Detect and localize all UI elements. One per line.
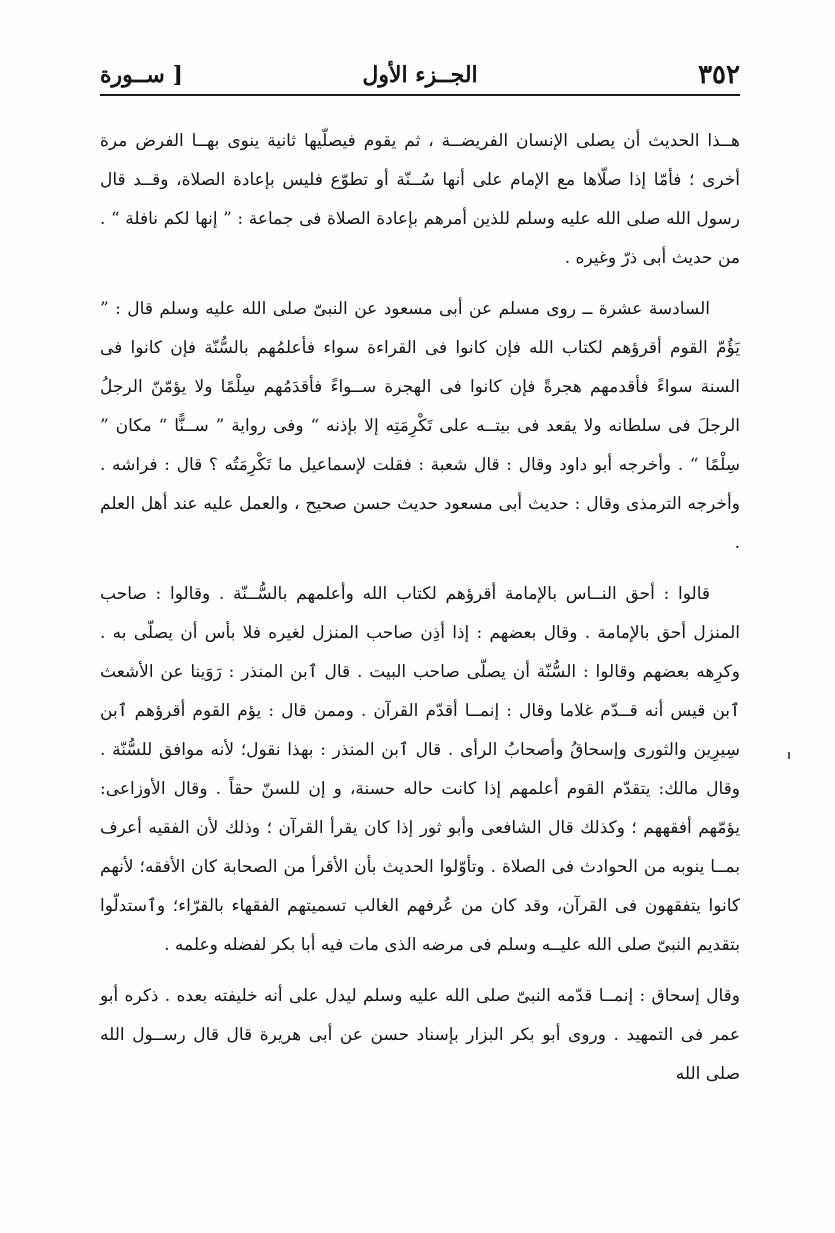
part-title: الجــزء الأول	[362, 62, 478, 88]
header-rule	[100, 94, 740, 96]
surah-label: [ ســورة	[100, 62, 183, 88]
page-number: ٣٥٢	[698, 60, 740, 90]
margin-mark	[788, 752, 790, 759]
paragraph-ishaq: وقال إسحاق : إنمــا قدّمه النبىّ صلى الله عليه وسلم ليدل على أنه خليفته بعده . ذكره أبو عمر فى التمهيد . وروى أبو بكر البزار بإسناد حسن عن أبى هريرة قال قال رســول الله صلى الله	[100, 986, 740, 1084]
paragraph-sixteenth: السادسة عشرة ــ روى مسلم عن أبى مسعود عن النبىّ صلى الله عليه وسلم قال : ” يَؤُمّ القوم أقرؤهم لكتاب الله فإن كانوا فى القراءة سواء فأعلمُهم بالسُّنّة فإن كانوا فى السنة سواءً فأقدمهم هجرةً فإن كانوا فى الهجرة ســواءً فأقدَمُهم سِلْمًا ولا يؤمّنّ الرجلُ الرجلَ فى سلطانه ولا يقعد فى بيتــه على تَكْرِمَتِه إلا بإذنه “ وفى رواية ” ســنًّا “ مكان ” سِلْمًا “ . وأخرجه أبو داود وقال : قال شعبة : فقلت لإسماعيل ما تَكْرِمَتُه ؟ قال : فراشه . وأخرجه الترمذى وقال : حديث أبى مسعود حديث حسن صحيح ، والعمل عليه عند أهل العلم .	[100, 299, 740, 553]
paragraph-intro: هــذا الحديث أن يصلى الإنسان الفريضــة ، ثم يقوم فيصلّيها ثانية ينوى بهــا الفرض مرة أخرى ؛ فأمّا إذا صلّاها مع الإمام على أنها سُــنّة أو تطوّع فليس بإعادة الصلاة، وقــد قال رسول الله صلى الله عليه وسلم للذين أمرهم بإعادة الصلاة فى جماعة : ” إنها لكم نافلة “ . من حديث أبى ذرّ وغيره .	[100, 131, 740, 268]
paragraph-imamate: قالوا : أحق النــاس بالإمامة أقرؤهم لكتاب الله وأعلمهم بالسُّــنّة . وقالوا : صاحب المنزل أحق بالإمامة . وقال بعضهم : إذا أذِن صاحب المنزل لغيره فلا بأس أن يصلّى به . وكرِهه بعضهم وقالوا : السُّنّة أن يصلّى صاحب البيت . قال ٱبن المنذر : رَوَينا عن الأشعث ٱبن قيس أنه قــدّم غلاما وقال : إنمــا أقدّم القرآن . وممن قال : يؤم القوم أقرؤهم ٱبن سِيرِين والثورى وإسحاقُ وأصحابُ الرأى . قال ٱبن المنذر : بهذا نقول؛ لأنه موافق للسُّنّة . وقال مالك: يتقدّم القوم أعلمهم إذا كانت حاله حسنة، و إن للسنّ حقاً . وقال الأوزاعى: يؤمّهم أفقههم ؛ وكذلك قال الشافعى وأبو ثور إذا كان يقرأ القرآن ؛ وذلك لأن الفقيه أعرف بمــا ينوبه من الحوادث فى الصلاة . وتأوّلوا الحديث بأن الأقرأ من الصحابة كان الأفقه؛ لأنهم كانوا يتفقهون فى القرآن، وقد كان من عُرفهم الغالب تسميتهم الفقهاء بالقرّاء؛ وٱستدلّوا بتقديم النبىّ صلى الله عليــه وسلم فى مرضه الذى مات فيه أبا بكر لفضله وعلمه .	[100, 584, 740, 955]
page-header	[100, 58, 740, 96]
page-body	[100, 122, 740, 1106]
